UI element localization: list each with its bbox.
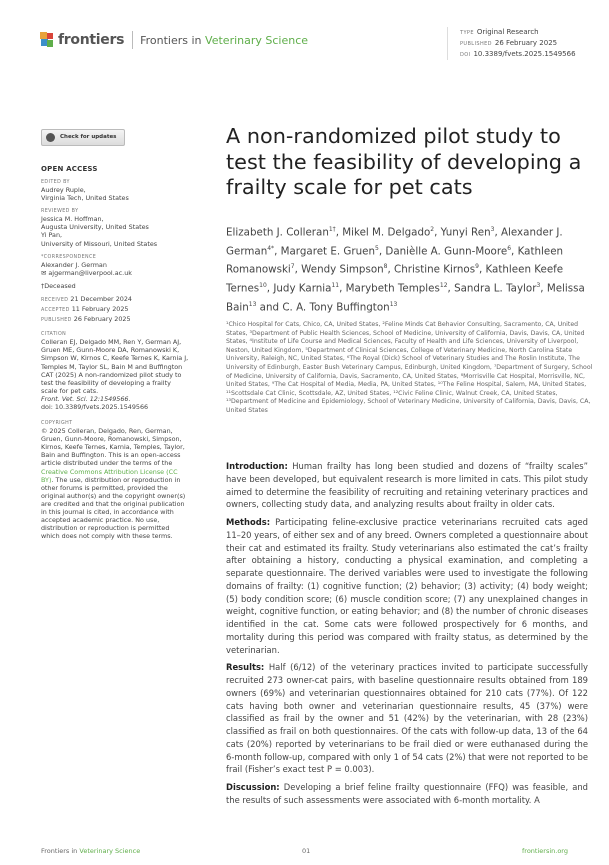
deceased-note: †Deceased bbox=[41, 281, 76, 290]
author-separator: , bbox=[387, 263, 395, 276]
copyright-label: COPYRIGHT bbox=[41, 421, 73, 427]
editor-name: Audrey Ruple, bbox=[41, 186, 86, 195]
cc-license-link[interactable]: Creative Commons Attribution License (CC BY) bbox=[41, 467, 178, 484]
author-separator: , bbox=[335, 226, 343, 239]
author-affiliation-marker: 11 bbox=[331, 282, 340, 290]
abstract-section bbox=[226, 661, 588, 776]
author-separator: , bbox=[339, 282, 346, 295]
author-affiliation-marker: 6 bbox=[507, 244, 512, 252]
editor-affiliation: Virginia Tech, United States bbox=[41, 194, 129, 203]
author[interactable]: Judy Karnia bbox=[273, 282, 332, 295]
update-icon bbox=[46, 133, 55, 142]
email-link[interactable]: ajgerman@liverpool.ac.uk bbox=[48, 268, 132, 277]
author[interactable]: Mikel M. Delgado bbox=[342, 226, 431, 239]
email-icon: ✉ bbox=[41, 268, 49, 277]
author-affiliation-marker: 7 bbox=[290, 263, 295, 271]
author-affiliation-marker: 12 bbox=[439, 282, 448, 290]
author-separator: , bbox=[447, 282, 455, 295]
frontiers-logo-icon bbox=[40, 32, 54, 48]
author-affiliation-marker: 8 bbox=[383, 263, 388, 271]
abstract-section bbox=[226, 516, 588, 656]
author-separator: , bbox=[294, 263, 302, 276]
abstract-text: Developing a brief feline frailty questionnaire (FFQ) was feasible, and the results of such assessments were associated with 6-month mortality. A bbox=[226, 782, 588, 805]
author[interactable]: Kathleen Romanowski bbox=[226, 245, 564, 276]
citation-label: CITATION bbox=[41, 332, 67, 338]
author-affiliation-marker: 1† bbox=[328, 226, 336, 233]
abstract-text: Half (6/12) of the veterinary practices invited to participate successfully recruited 273 owner-cat pairs, with baseline questionnaire results obtained from 189 owners (69%) and veterinarian questionnaires obtained for 210 cats (77%). Of 122 cats having both owner and veterinarian questionnaire results, 45 (37%) were classified as frail by the owner and 51 (42%) by the veterinarian, with 28 (23%) classified as frail on both questionnaires. Of the cats with follow-up data, 13 of the 64 cats (20%) reported by veterinarians to be frail died or were euthanased during the 6-month follow-up, compared with only 1 of 54 cats (2%) that were not reported to be frail (Fisher’s exact test P = 0.003). bbox=[226, 662, 588, 775]
author[interactable]: Yunyi Ren bbox=[440, 226, 491, 239]
author-affiliation-marker: 4* bbox=[267, 244, 275, 252]
author[interactable]: Kathleen Keefe Ternes bbox=[226, 263, 564, 295]
accepted-date: ACCEPTED 11 February 2025 bbox=[41, 305, 129, 314]
abstract-heading: Discussion: bbox=[226, 782, 280, 792]
site-link[interactable]: frontiersin.org bbox=[522, 847, 568, 855]
reviewed-by-label: REVIEWED BY bbox=[41, 209, 79, 215]
author-affiliation-marker: 3 bbox=[536, 282, 541, 290]
check-for-updates-button[interactable]: Check for updates bbox=[41, 129, 125, 146]
page-number: 01 bbox=[302, 847, 311, 855]
edited-by-label: EDITED BY bbox=[41, 180, 70, 186]
author[interactable]: Christine Kirnos bbox=[394, 263, 476, 276]
published-date: PUBLISHED 26 February 2025 bbox=[41, 315, 131, 324]
author-separator: , bbox=[266, 282, 274, 295]
author-affiliation-marker: 10 bbox=[259, 282, 267, 290]
header-divider bbox=[132, 31, 133, 49]
brand-name: frontiers bbox=[58, 32, 125, 48]
article-meta: TYPE Original Research PUBLISHED 26 February 2025 DOI 10.3389/fvets.2025.1549566 bbox=[447, 27, 576, 60]
author-affiliation-marker: 2 bbox=[430, 226, 435, 233]
author-affiliation-marker: 13 bbox=[389, 300, 398, 308]
author-affiliation-marker: 5 bbox=[375, 244, 379, 252]
correspondence-label: *CORRESPONDENCE bbox=[41, 254, 97, 260]
author[interactable]: Elizabeth J. Colleran bbox=[226, 226, 329, 239]
citation-text: Colleran EJ, Delgado MM, Ren Y, German AJ, Gruen ME, Gunn-Moore DA, Romanowski K, Simpson W, Kirnos C, Keefe Ternes K, Karnia J, Temples M, Taylor SL, Bain M and Buffington CAT (2025) A non-randomized pilot study to test the feasibility of developing a frailty scale for pet cats. bbox=[41, 338, 189, 395]
reviewer-name: Jessica M. Hoffman, bbox=[41, 215, 104, 224]
abstract-text: Human frailty has long been studied and dozens of “frailty scales” have been developed, but equivalent research is more limited in cats. This pilot study aimed to determine the feasibility of recruiting and retaining veterinary practices and owners, collecting study data, and analyzing results about frailty in older cats. bbox=[226, 461, 588, 510]
abstract-section bbox=[226, 781, 588, 807]
affiliations: ¹Chico Hospital for Cats, Chico, CA, United States, ²Feline Minds Cat Behavior Consulting, Sacramento, CA, United States, ³Department of Public Health Sciences, School of Medicine, University of California, Davis, Davis, CA, United States, ⁴Institute of Life Course and Medical Sciences, Faculty of Health and Life Sciences, University of Liverpool, Neston, United Kingdom, ⁵Department of Clinical Sciences, College of Veterinary Medicine, North Carolina State University, Raleigh, NC, United States, ⁶The Royal (Dick) School of Veterinary Studies and The Roslin Institute, The University of Edinburgh, Easter Bush Veterinary Campus, Edinburgh, United Kingdom, ⁷Department of Surgery, School of Medicine, University of California, Davis, Sacramento, CA, United States, ⁸Morrisville Cat Hospital, Morrisville, NC, United States, ⁹The Cat Hospital of Media, Media, PA, United States, ¹⁰The Feline Hospital, Salem, MA, United States, ¹¹Scottsdale Cat Clinic, Scottsdale, AZ, United States, ¹²Civic Feline Clinic, Walnut Creek, CA, United States, ¹³Department of Medicine and Epidemiology, School of Veterinary Medicine, University of California, Davis, Davis, CA, United States bbox=[226, 321, 593, 414]
author-separator: , bbox=[378, 245, 386, 258]
author[interactable]: Marybeth Temples bbox=[345, 282, 440, 295]
author[interactable]: Wendy Simpson bbox=[301, 263, 384, 276]
abstract-heading: Methods: bbox=[226, 517, 271, 527]
author-separator: , bbox=[478, 263, 486, 276]
footer-journal: Frontiers in Veterinary Science bbox=[41, 847, 141, 855]
author[interactable]: Margaret E. Gruen bbox=[280, 245, 376, 258]
sidebar bbox=[41, 129, 189, 540]
copyright-text: © 2025 Colleran, Delgado, Ren, German, Gruen, Gunn-Moore, Romanowski, Simpson, Kirnos, Keefe Ternes, Karnia, Temples, Taylor, Bain and Buffington. This is an open-access article distributed under the terms of the Creative Commons Attribution License (CC BY). The use, distribution or reproduction in other forums is permitted, provided the original author(s) and the copyright owner(s) are credited and that the original publication in this journal is cited, in accordance with accepted academic practice. No use, distribution or reproduction is permitted which does not comply with these terms. bbox=[41, 427, 186, 541]
email-line bbox=[41, 269, 189, 277]
abstract bbox=[226, 460, 588, 812]
correspondent-name: Alexander J. German bbox=[41, 260, 107, 269]
received-date: RECEIVED 21 December 2024 bbox=[41, 294, 132, 303]
author-separator: , bbox=[274, 245, 281, 258]
author-affiliation-marker: 9 bbox=[475, 263, 479, 271]
author-separator: , bbox=[511, 245, 518, 258]
author-separator: and bbox=[256, 301, 283, 314]
author-affiliation-marker: 13 bbox=[248, 300, 257, 308]
author[interactable]: C. A. Tony Buffington bbox=[282, 301, 390, 314]
author[interactable]: Melissa Bain bbox=[226, 282, 585, 314]
abstract-section bbox=[226, 460, 588, 511]
doi-link[interactable]: 10.3389/fvets.2025.1549566 bbox=[473, 50, 576, 58]
author[interactable]: Sandra L. Taylor bbox=[454, 282, 537, 295]
abstract-heading: Results: bbox=[226, 662, 265, 673]
reviewer-affiliation: University of Missouri, United States bbox=[41, 239, 158, 248]
reviewer-affiliation: Augusta University, United States bbox=[41, 223, 149, 232]
author[interactable]: Alexander J. German bbox=[226, 226, 563, 258]
author-separator: , bbox=[434, 226, 441, 239]
journal-title: Frontiers in Veterinary Science bbox=[140, 33, 309, 47]
author[interactable]: Danièlle A. Gunn-Moore bbox=[385, 245, 508, 258]
author-affiliation-marker: 3 bbox=[490, 226, 495, 233]
abstract-text: Participating feline-exclusive practice veterinarians recruited cats aged 11–20 years, of either sex and of any breed. Owners completed a questionnaire about their cat and estimated its frailty. Study veterinarians also estimated the cat’s frailty after obtaining a history, conducting a physical examination, and completing a separate questionnaire. The derived variables were used to investigate the following domains of frailty: (1) cognitive function; (2) behavior; (3) activity; (4) body weight; (5) body condition score; (6) muscle condition score; (7) any unexplained changes in weight, cognitive function, or eating behavior; and (8) the number of chronic diseases identified in the cat. Some cats were followed prospectively for 6 months, and mortality during this period was compared with frailty status, as determined by the veterinarian. bbox=[226, 517, 588, 655]
article-title: A non-randomized pilot study to test the feasibility of developing a frailty scale for pet cats bbox=[226, 124, 582, 199]
journal-header bbox=[40, 31, 308, 49]
reviewer-name: Yi Pan, bbox=[41, 231, 63, 240]
citation-doi: doi: 10.3389/fvets.2025.1549566 bbox=[41, 402, 149, 411]
abstract-heading: Introduction: bbox=[226, 461, 288, 471]
author-separator: , bbox=[494, 226, 501, 239]
author-list bbox=[226, 222, 596, 316]
citation-journal: Front. Vet. Sci. 12:1549566. bbox=[41, 394, 131, 403]
author-separator: , bbox=[540, 282, 547, 295]
open-access-label: OPEN ACCESS bbox=[41, 165, 98, 173]
